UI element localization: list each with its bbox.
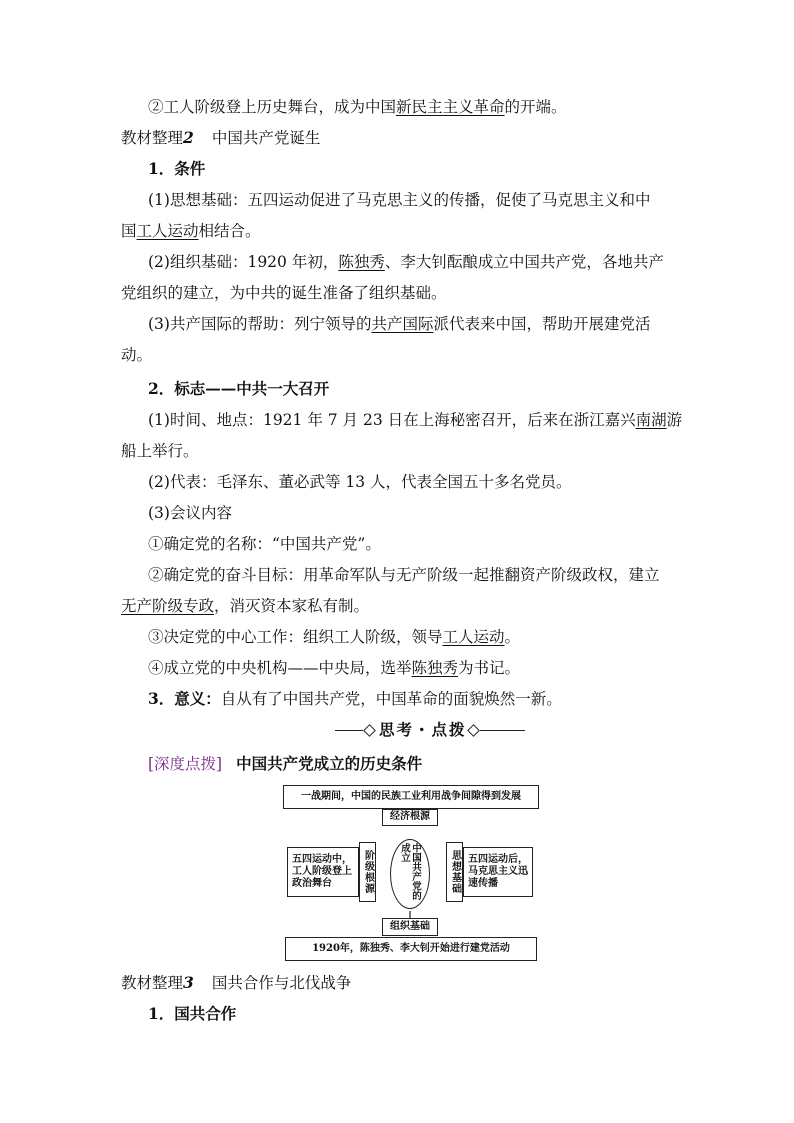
- underlined-keyword: 陈独秀: [338, 253, 385, 271]
- text: (1)时间、地点：1921 年 7 月 23 日在上海秘密召开，后来在浙江嘉兴: [148, 411, 636, 429]
- line-workers-stage: [148, 97, 567, 117]
- para-meeting-content: (3)会议内容: [148, 504, 232, 522]
- heading-title: 国共合作与北伐战争: [211, 974, 352, 992]
- text: ④成立党的中央机构——中央局，选举: [148, 659, 412, 677]
- deep-tip-title: 中国共产党成立的历史条件: [236, 754, 423, 773]
- text: 国: [121, 222, 137, 240]
- text: ③决定党的中心工作：组织工人阶级，领导: [148, 628, 443, 646]
- para-party-name: ①确定党的名称：“中国共产党”。: [148, 535, 381, 553]
- diagram-bottom-box: 1920年，陈独秀、李大钊开始进行建党活动: [285, 937, 537, 961]
- para-ideology-1: (1)思想基础：五四运动促进了马克思主义的传播，促使了马克思主义和中: [148, 191, 651, 209]
- heading-prefix: 教材整理: [121, 129, 184, 147]
- subheading-symbol: 2．标志——中共一大召开: [148, 379, 330, 398]
- text: 派代表来中国，帮助开展建党活: [433, 315, 651, 333]
- underlined-keyword: 陈独秀: [411, 659, 459, 677]
- text: (2)组织基础：1920 年初，: [148, 253, 339, 271]
- diagram-center-text: 中国共产党的成立: [399, 843, 421, 900]
- para-time-place-1: [148, 410, 682, 430]
- diagram-top-box: 一战期间，中国的民族工业利用战争间隙得到发展: [283, 785, 539, 809]
- underlined-keyword: 无产阶级专政: [121, 597, 215, 615]
- diagram-left-label: 阶级根源: [359, 842, 376, 902]
- para-comintern-2: 动。: [121, 346, 153, 364]
- para-delegates: (2)代表：毛泽东、董必武等 13 人，代表全国五十多名党员。: [148, 473, 572, 491]
- text: 自从有了中国共产党，中国革命的面貌焕然一新。: [220, 690, 562, 708]
- para-organization-1: [148, 252, 664, 272]
- deep-tip-heading: [148, 754, 422, 774]
- heading-title: 中国共产党诞生: [211, 129, 321, 147]
- text: ②工人阶级登上历史舞台，成为中国: [148, 98, 397, 116]
- para-ideology-2: [121, 221, 261, 241]
- text: 游: [666, 411, 683, 429]
- subheading-conditions: 1．条件: [148, 159, 206, 178]
- underlined-keyword: 南湖: [635, 411, 667, 429]
- underlined-keyword: 工人运动: [442, 628, 505, 646]
- history-conditions-diagram: [281, 785, 541, 963]
- section-heading-2: [121, 128, 320, 148]
- para-party-goal-1: ②确定党的奋斗目标：用革命军队与无产阶级一起推翻资产阶级政权，建立: [148, 566, 660, 584]
- underlined-keyword: 共产国际: [371, 315, 434, 333]
- section-heading-3: [121, 973, 351, 993]
- para-organization-2: 党组织的建立，为中共的诞生准备了组织基础。: [121, 284, 447, 302]
- diagram-right-box: 五四运动后，马克思主义迅速传播: [463, 847, 533, 897]
- divider-line-right: [480, 730, 525, 731]
- text: 、李大钊酝酿成立中国共产党，各地共产: [384, 253, 664, 271]
- divider-text: 思考・点拨: [379, 720, 467, 739]
- para-central-bureau: [148, 658, 520, 678]
- heading-number: 3: [183, 973, 194, 992]
- diagram-left-box: 五四运动中，工人阶级登上政治舞台: [287, 847, 359, 897]
- text: 的开端。: [504, 98, 567, 116]
- text: (3)共产国际的帮助：列宁领导的: [148, 315, 372, 333]
- think-divider: [335, 720, 525, 742]
- heading-prefix: 教材整理: [121, 974, 184, 992]
- divider-diamond-left: [363, 724, 376, 737]
- underlined-keyword: 新民主主义革命: [396, 98, 505, 116]
- deep-tip-tag: [深度点拨]: [148, 755, 223, 773]
- subheading-cooperation: 1．国共合作: [148, 1004, 237, 1023]
- para-comintern-1: [148, 314, 651, 334]
- para-significance: [148, 689, 562, 709]
- underlined-keyword: 工人运动: [136, 222, 199, 240]
- diagram-econ-box: 经济根源: [382, 809, 438, 826]
- text: 相结合。: [198, 222, 261, 240]
- significance-label: 3．意义：: [148, 689, 221, 708]
- divider-line-left: [335, 730, 363, 731]
- text: 。: [504, 628, 521, 646]
- diagram-org-box: 组织基础: [382, 918, 438, 936]
- text: 为书记。: [458, 659, 521, 677]
- diagram-right-label: 思想基础: [446, 842, 463, 902]
- divider-diamond-right: [467, 724, 480, 737]
- heading-number: 2: [183, 128, 194, 147]
- para-central-work: [148, 627, 520, 647]
- text: ，消灭资本家私有制。: [214, 597, 370, 615]
- para-time-place-2: 船上举行。: [121, 442, 199, 460]
- para-party-goal-2: [121, 596, 369, 616]
